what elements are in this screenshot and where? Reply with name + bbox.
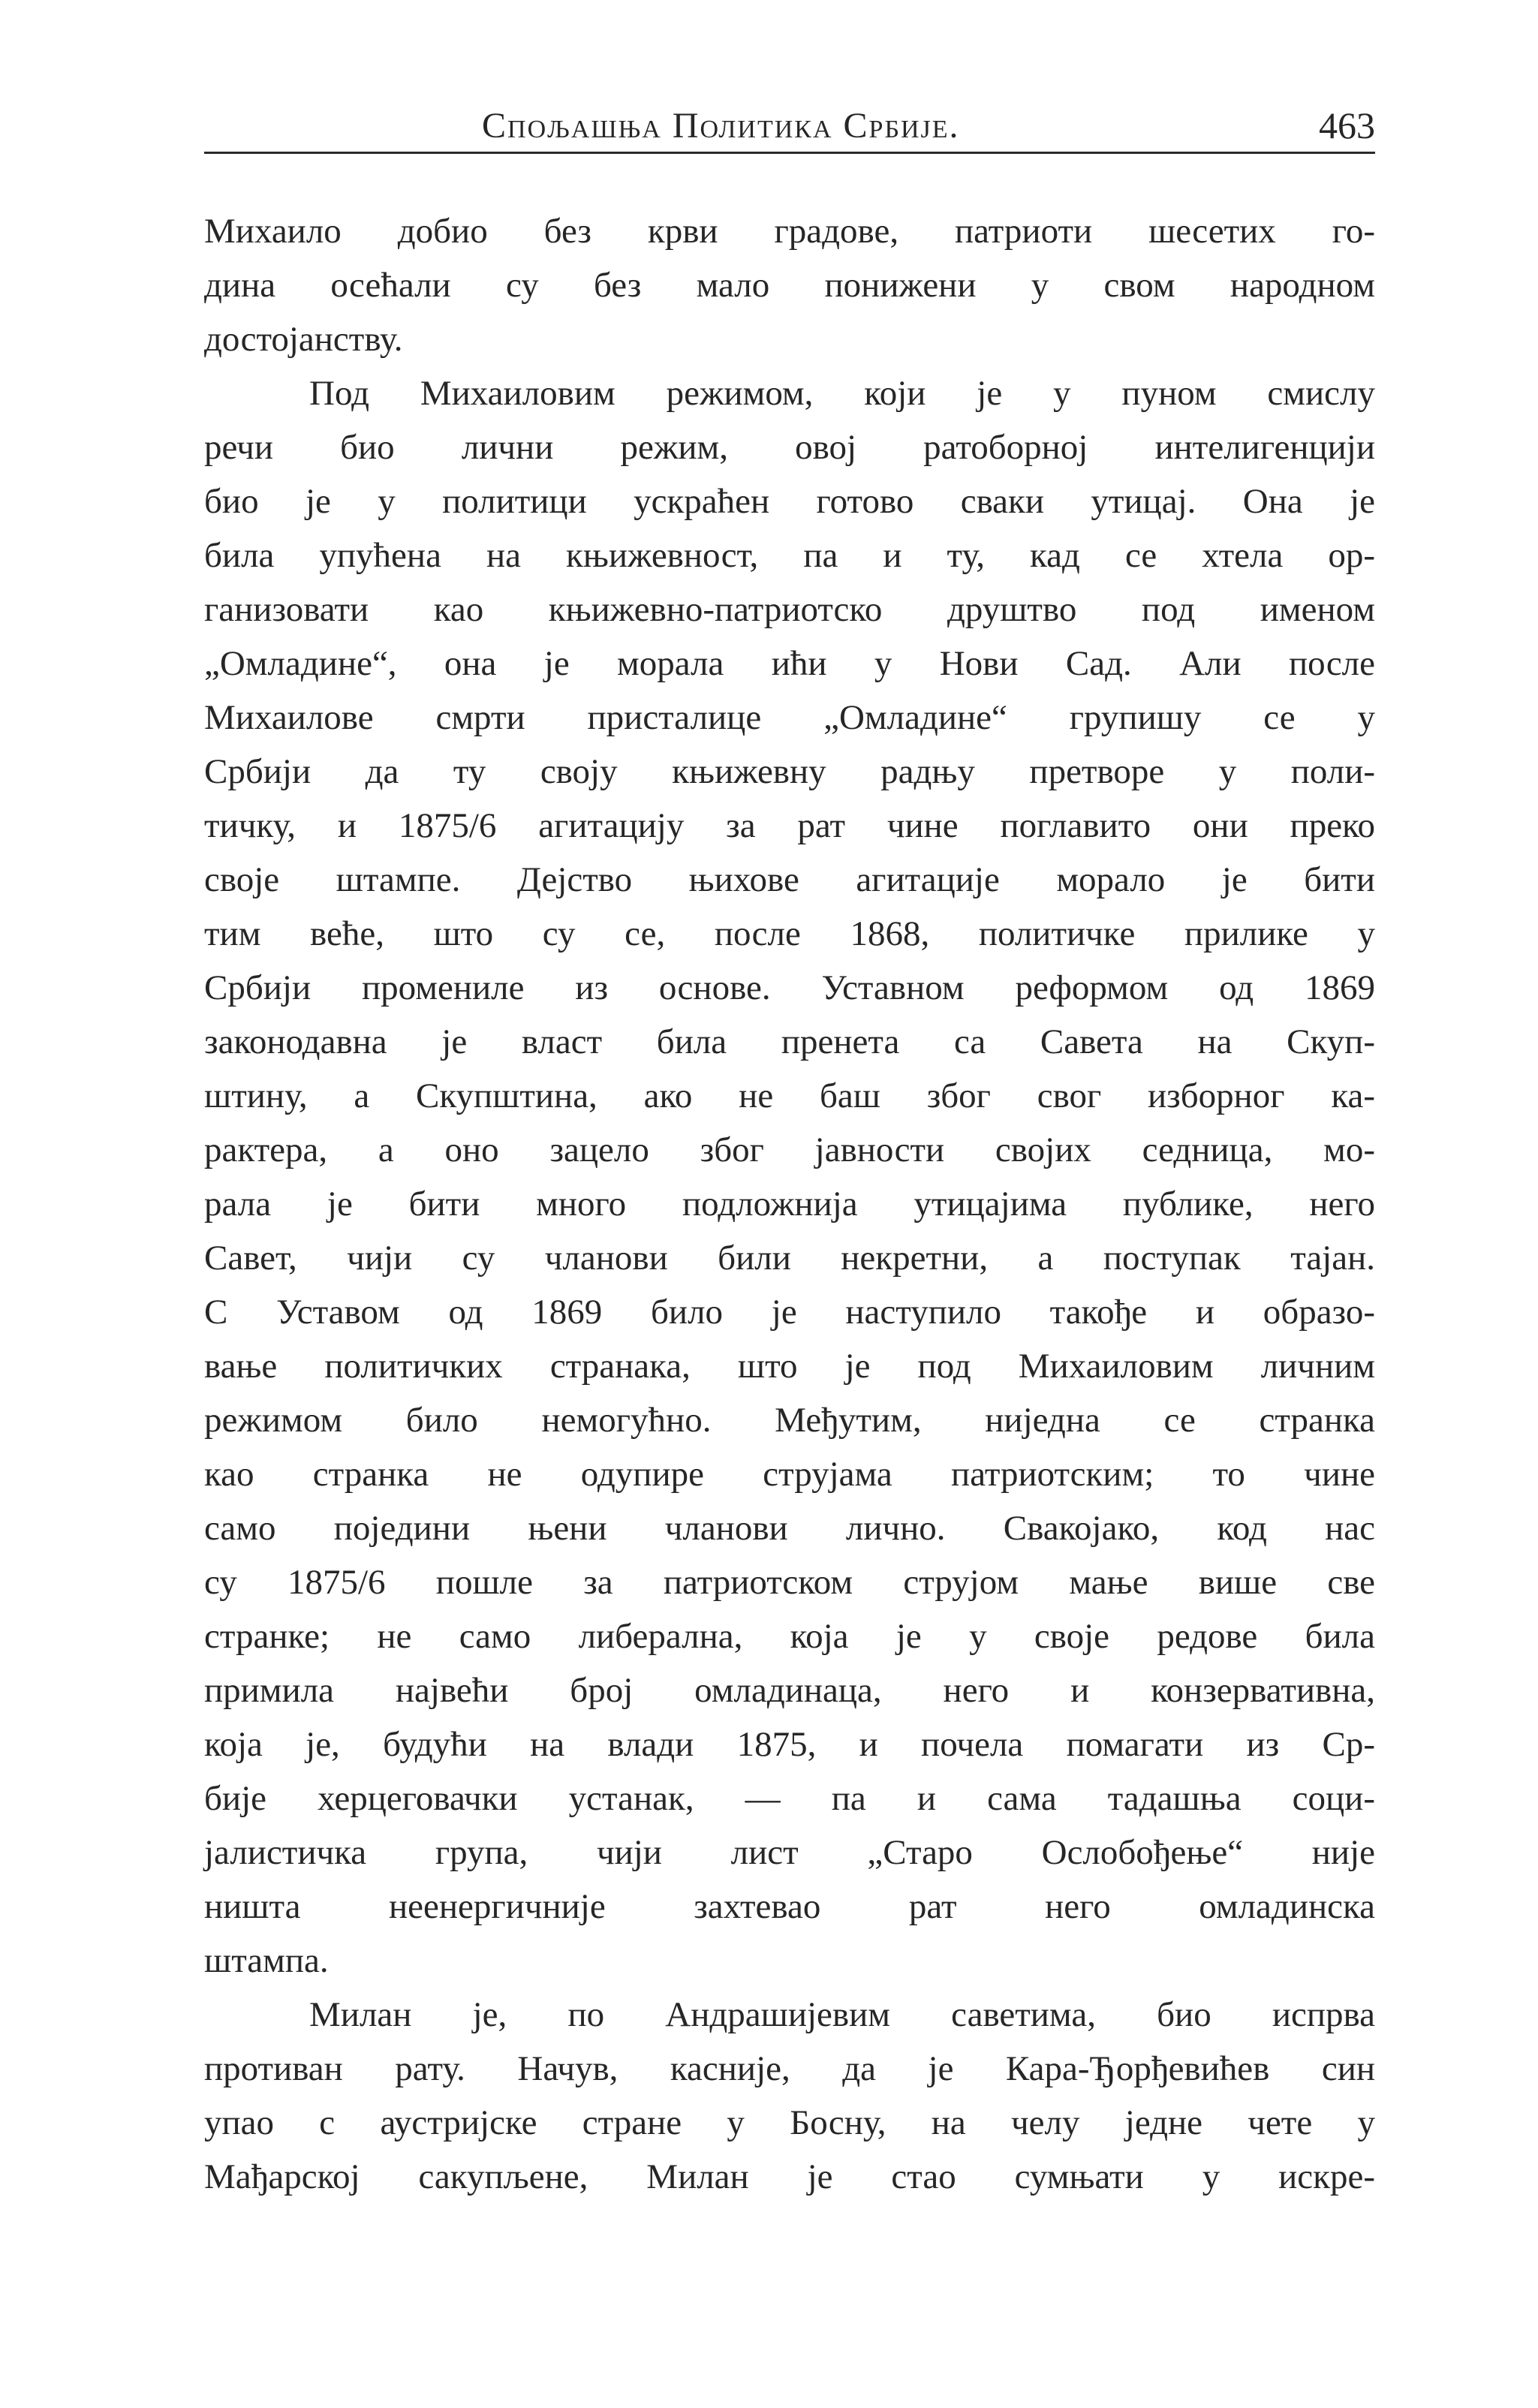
text-line: Србији промениле из основе. Уставном реформом од 1869 xyxy=(204,968,1375,1007)
text-line: као странка не одупире струјама патриотским; то чине xyxy=(204,1455,1375,1494)
text-line: тичку, и 1875/6 агитацију за рат чине поглавито они преко xyxy=(204,806,1375,845)
text-line: био је у политици ускраћен готово сваки утицај. Она је xyxy=(204,482,1375,521)
text-line: странке; не само либерална, која је у своје редове била xyxy=(204,1617,1375,1656)
text-line: бије херцеговачки устанак, — па и сама тадашња соци- xyxy=(204,1779,1375,1818)
text-line: речи био лични режим, овој ратоборној интелигенцији xyxy=(204,428,1375,467)
text-line: Под Михаиловим режимом, који је у пуном смислу xyxy=(309,374,1375,413)
text-line: ништа неенергичније захтевао рат него омладинска xyxy=(204,1887,1375,1926)
paragraph-1 xyxy=(204,204,1375,366)
text-line: јалистичка група, чији лист „Старо Ослобођење“ није xyxy=(204,1833,1375,1872)
running-title: Спољашња Политика Србије. xyxy=(482,106,960,146)
text-line: достојанству. xyxy=(204,320,403,359)
text-line: Милан је, по Андрашијевим саветима, био испрва xyxy=(309,1995,1375,2034)
text-line: су 1875/6 пошле за патриотском струјом мање више све xyxy=(204,1563,1375,1602)
paragraph-3 xyxy=(204,1988,1375,2204)
text-line: законодавна је власт била пренета са Савета на Скуп- xyxy=(204,1022,1375,1061)
text-line: дина осећали су без мало понижени у свом народном xyxy=(204,266,1375,305)
header-rule xyxy=(204,152,1375,154)
body-text xyxy=(204,204,1375,2204)
text-line: штину, а Скупштина, ако не баш због свог изборног ка- xyxy=(204,1076,1375,1115)
text-line: Србији да ту своју књижевну радњу претворе у поли- xyxy=(204,752,1375,791)
text-line: ганизовати као књижевно-патриотско друштво под именом xyxy=(204,590,1375,629)
text-line: била упућена на књижевност, па и ту, кад се хтела ор- xyxy=(204,536,1375,575)
text-line: вање политичких странака, што је под Михаиловим личним xyxy=(204,1347,1375,1386)
text-line: рактера, а оно зацело због јавности својих седница, мо- xyxy=(204,1130,1375,1169)
text-line: С Уставом од 1869 било је наступило такође и образо- xyxy=(204,1293,1375,1332)
text-line: режимом било немогућно. Међутим, ниједна се странка xyxy=(204,1401,1375,1440)
text-line: штампа. xyxy=(204,1941,329,1980)
text-line: Савет, чији су чланови били некретни, а поступак тајан. xyxy=(204,1239,1375,1278)
text-line: примила највећи број омладинаца, него и конзервативна, xyxy=(204,1671,1375,1710)
text-line: рала је бити много подложнија утицајима публике, него xyxy=(204,1184,1375,1224)
text-line: Михаило добио без крви градове, патриоти шесетих го- xyxy=(204,212,1375,251)
page-number: 463 xyxy=(1319,104,1375,146)
text-line: тим веће, што су се, после 1868, политичке прилике у xyxy=(204,914,1375,953)
text-line: само поједини њени чланови лично. Свакојако, код нас xyxy=(204,1509,1375,1548)
text-line: „Омладине“, она је морала ићи у Нови Сад. Али после xyxy=(204,644,1375,683)
text-line: Михаилове смрти присталице „Омладине“ групишу се у xyxy=(204,698,1375,737)
text-line: која је, будући на влади 1875, и почела помагати из Ср- xyxy=(204,1725,1375,1764)
text-line: упао с аустријске стране у Босну, на челу једне чете у xyxy=(204,2103,1375,2142)
paragraph-2 xyxy=(204,366,1375,1988)
text-line: своје штампе. Дејство њихове агитације морало је бити xyxy=(204,860,1375,899)
text-line: Мађарској сакупљене, Милан је стао сумњати у искре- xyxy=(204,2157,1375,2196)
text-line: противан рату. Начув, касније, да је Кара-Ђорђевићев син xyxy=(204,2049,1375,2088)
running-head xyxy=(204,98,1375,158)
